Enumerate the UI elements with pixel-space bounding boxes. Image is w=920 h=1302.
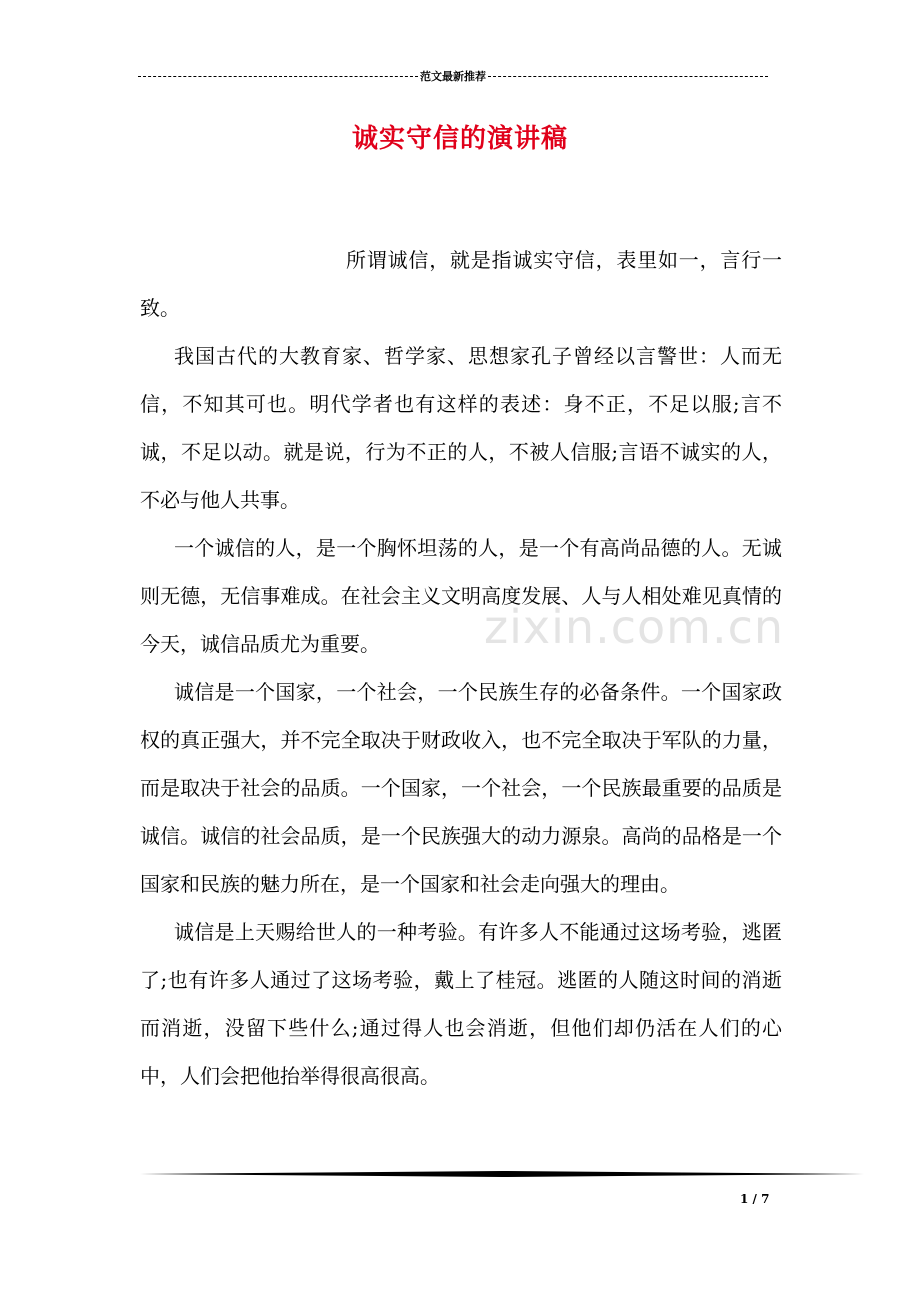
page-number: 1 / 7 (740, 1192, 770, 1206)
paragraph: 诚信是上天赐给世人的一种考验。有许多人不能通过这场考验，逃匿了;也有许多人通过了这场考验，戴上了桂冠。逃匿的人随这时间的消逝而消逝，没留下些什么;通过得人也会消逝，但他们却仍活在人们的心中，人们会把他抬举得很高很高。 (140, 920, 782, 1088)
document-title: 诚实守信的演讲稿 (351, 124, 568, 154)
page-header (138, 66, 768, 86)
paragraph: 所谓诚信，就是指诚实守信，表里如一，言行一致。 (140, 248, 782, 320)
paragraph: 我国古代的大教育家、哲学家、思想家孔子曾经以言警世：人而无信，不知其可也。明代学者也有这样的表述：身不正，不足以服;言不诚，不足以动。就是说，行为不正的人，不被人信服;言语不诚实的人，不必与他人共事。 (140, 344, 782, 512)
watermark: zixin.com.cn (484, 600, 785, 654)
footer-divider (140, 1170, 864, 1178)
paragraph: 诚信是一个国家，一个社会，一个民族生存的必备条件。一个国家政权的真正强大，并不完全取决于财政收入，也不完全取决于军队的力量，而是取决于社会的品质。一个国家，一个社会，一个民族最重要的品质是诚信。诚信的社会品质，是一个民族强大的动力源泉。高尚的品格是一个国家和民族的魅力所在，是一个国家和社会走向强大的理由。 (140, 680, 782, 896)
header-dash-left (138, 76, 418, 77)
document-body (140, 236, 785, 1100)
paragraph: 一个诚信的人，是一个胸怀坦荡的人，是一个有高尚品德的人。无诚则无德，无信事难成。在社会主义文明高度发展、人与人相处难见真情的今天，诚信品质尤为重要。 (140, 536, 782, 656)
header-label: 范文最新推荐 (420, 70, 486, 83)
header-dash-right (488, 76, 768, 77)
